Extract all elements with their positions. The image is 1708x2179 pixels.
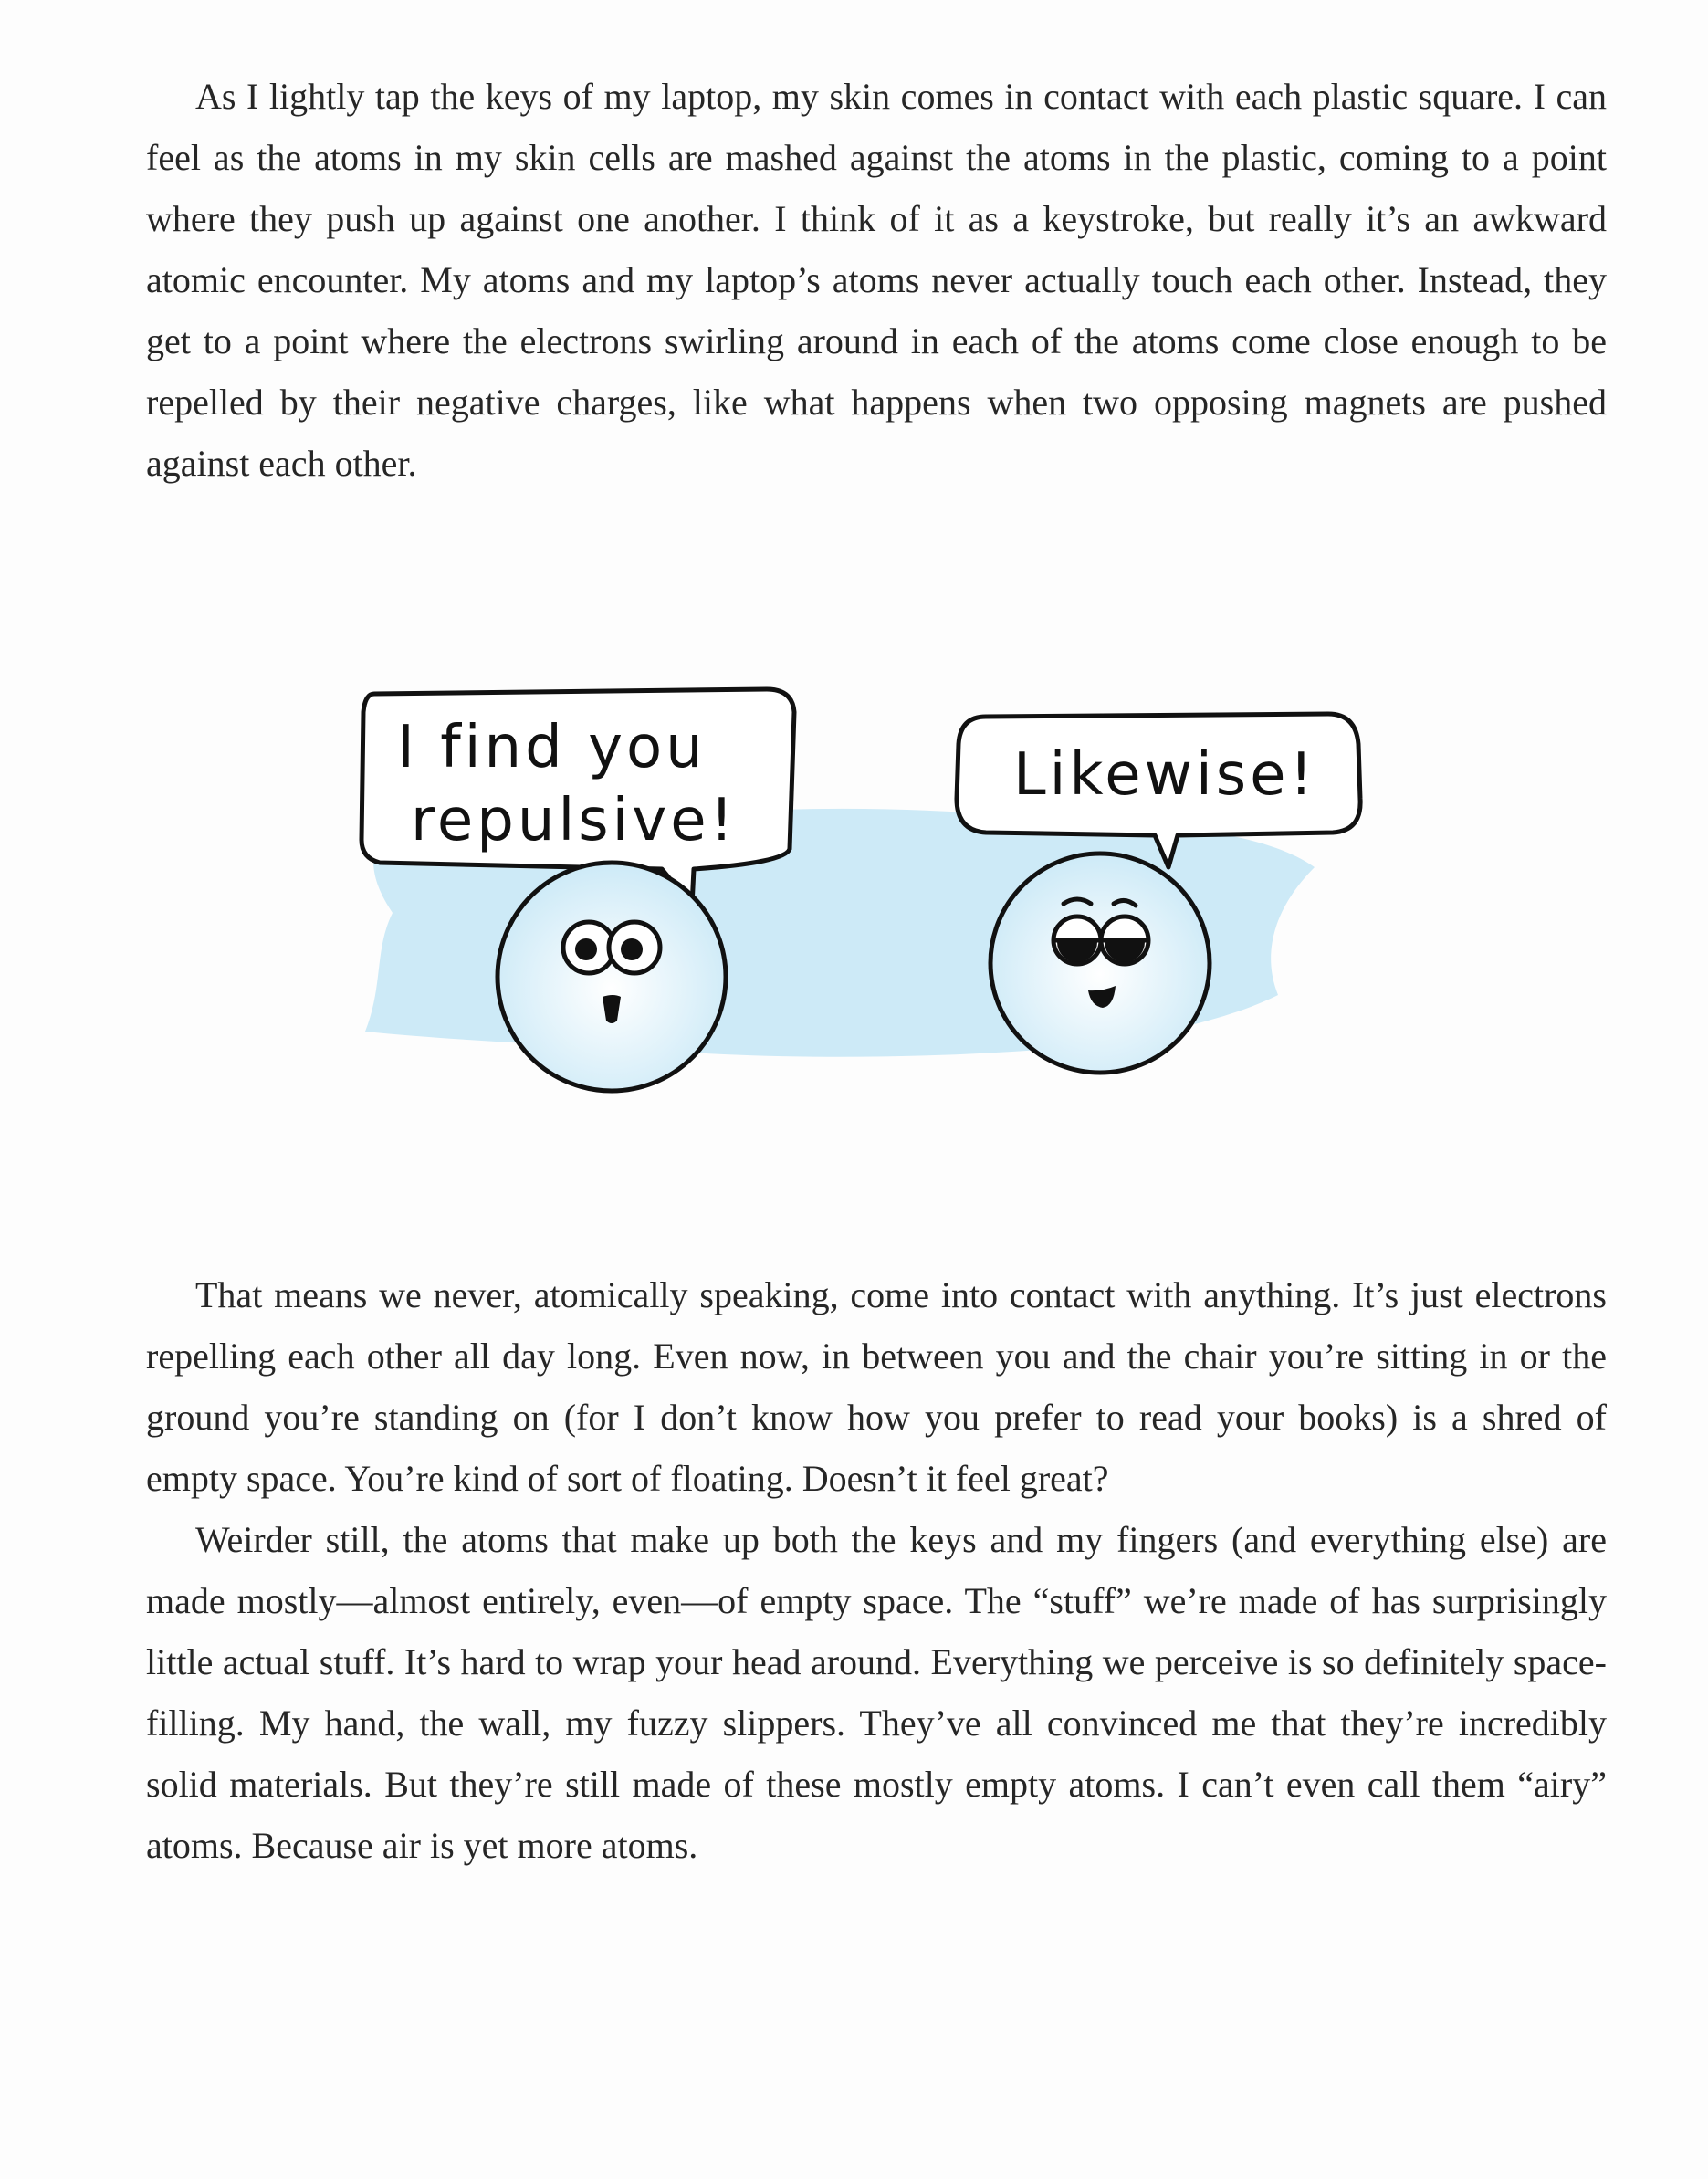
right-speech-text: Likewise! bbox=[1013, 741, 1317, 809]
left-speech-line-2: repulsive! bbox=[411, 787, 738, 854]
top-text-block bbox=[146, 66, 1607, 494]
paragraph: Weirder still, the atoms that make up both the keys and my fingers (and everything else) are made mostly—almost entirely, even—of empty space. The “stuff” we’re made of has surprisingly little actual stuff. It’s hard to wrap your head around. Everything we perceive is so definitely space-filling. My hand, the wall, my fuzzy slippers. They’ve all convinced me that they’re incredibly solid materials. But they’re still made of these mostly empty atoms. I can’t even call them “airy” atoms. Because air is yet more atoms. bbox=[146, 1519, 1607, 1866]
paragraph: As I lightly tap the keys of my laptop, my skin comes in contact with each plastic square. I can feel as the atoms in my skin cells are mashed against the atoms in the plastic, coming to a point where they push up against one another. I think of it as a keystroke, but really it’s an awkward atomic encounter. My atoms and my laptop’s atoms never actually touch each other. Instead, they get to a point where the electrons swirling around in each of the atoms come close enough to be repelled by their negative charges, like what happens when two opposing magnets are pushed against each other. bbox=[146, 76, 1607, 484]
left-speech-line-1: I find you bbox=[397, 714, 707, 781]
right-atom-character bbox=[990, 854, 1210, 1073]
left-atom-character bbox=[498, 863, 726, 1091]
bottom-text-block bbox=[146, 1264, 1607, 1876]
atoms-illustration bbox=[347, 676, 1406, 1150]
paragraph: That means we never, atomically speaking, come into contact with anything. It’s just electrons repelling each other all day long. Even now, in between you and the chair you’re sitting in or the ground you’re standing on (for I don’t know how you prefer to read your books) is a shred of empty space. You’re kind of sort of floating. Doesn’t it feel great? bbox=[146, 1274, 1607, 1499]
